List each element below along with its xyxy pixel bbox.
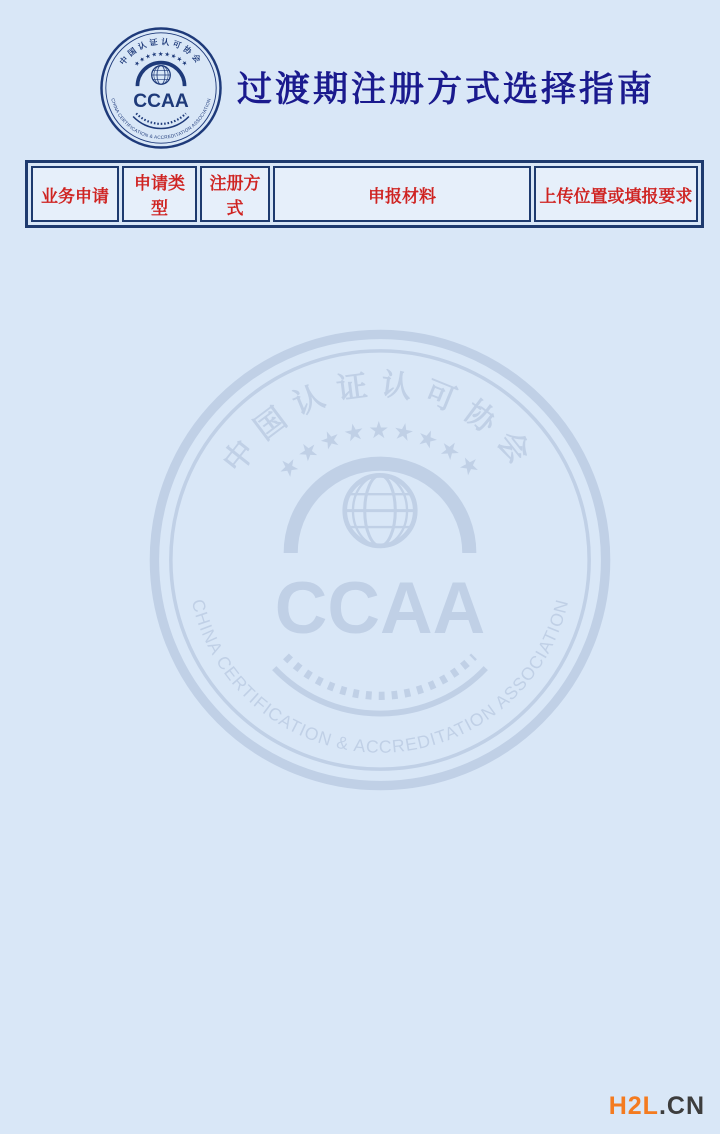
seal-watermark [145,325,615,795]
col-header-2: 注册方式 [200,166,270,222]
brand-primary: H2L [608,1092,659,1120]
col-header-1: 申请类型 [122,166,197,222]
brand-suffix: .CN [658,1092,705,1120]
guide-table [25,160,704,228]
page-title: 过渡期注册方式选择指南 [237,70,656,109]
col-header-4: 上传位置或填报要求 [534,166,698,222]
table-header-row [31,166,698,222]
col-header-3: 申报材料 [273,166,531,222]
ccaa-logo [99,26,223,150]
col-header-0: 业务申请 [31,166,119,222]
brand-watermark [609,1092,705,1121]
guide-table-wrap [25,160,704,228]
